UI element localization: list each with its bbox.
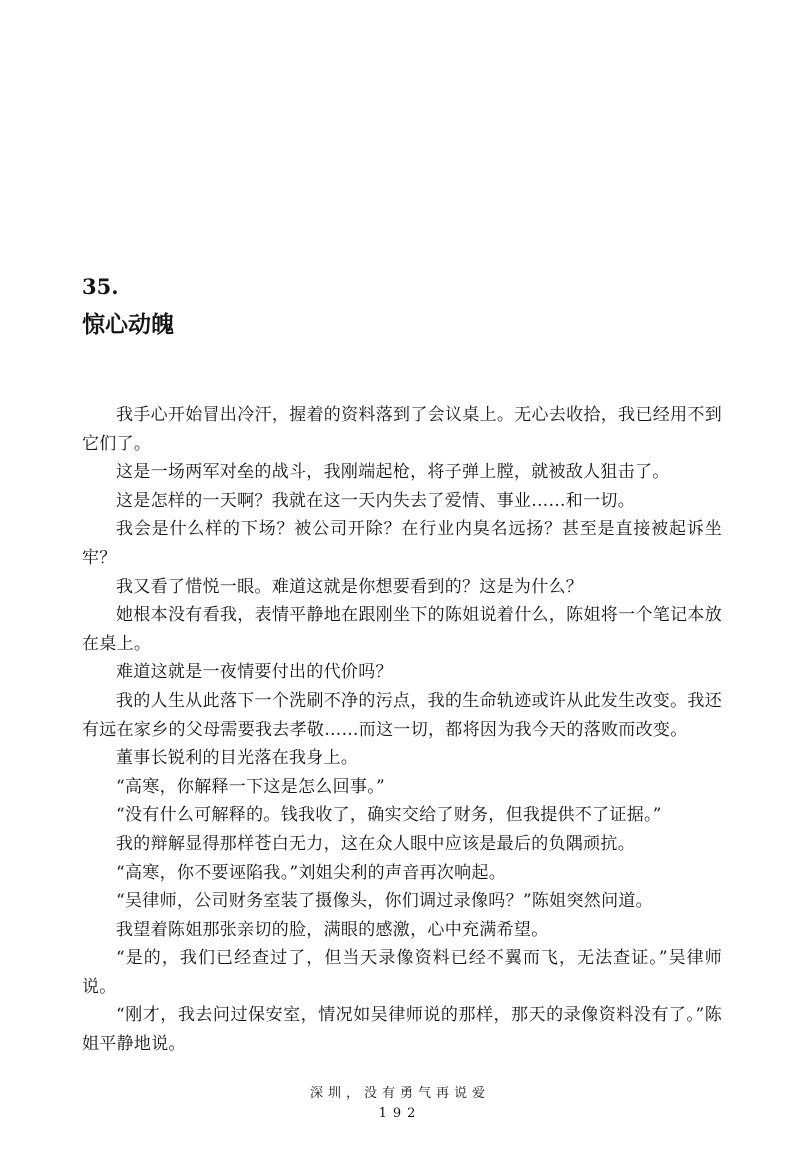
paragraph: 我手心开始冒出冷汗，握着的资料落到了会议桌上。无心去收拾，我已经用不到它们了。 [82, 405, 722, 454]
paragraph: 董事长锐利的目光落在我身上。 [116, 748, 359, 769]
paragraph: “没有什么可解释的。钱我收了，确实交给了财务，但我提供不了证据。” [116, 805, 662, 826]
paragraph: 难道这就是一夜情要付出的代价吗？ [116, 662, 393, 683]
paragraph: 我的辩解显得那样苍白无力，这在众人眼中应该是最后的负隅顽抗。 [116, 833, 635, 854]
paragraph: 这是一场两军对垒的战斗，我刚端起枪，将子弹上膛，就被敌人狙击了。 [116, 462, 670, 483]
paragraph: “刚才，我去问过保安室，情况如吴律师说的那样，那天的录像资料没有了。”陈姐平静地说。 [82, 1005, 722, 1055]
page-number: 192 [378, 1106, 422, 1121]
paragraph: 我的人生从此落下一个洗刷不净的污点，我的生命轨迹或许从此发生改变。我还有远在家乡的父母需要我去孝敬……而这一切，都将因为我今天的落败而改变。 [82, 690, 722, 740]
paragraph: “吴律师，公司财务室装了摄像头，你们调过录像吗？”陈姐突然问道。 [116, 891, 653, 912]
paragraph: 她根本没有看我，表情平静地在跟刚坐下的陈姐说着什么，陈姐将一个笔记本放在桌上。 [82, 605, 722, 654]
chapter-title: 惊心动魄 [82, 311, 174, 338]
paragraph: 这是怎样的一天啊？我就在这一天内失去了爱情、事业……和一切。 [116, 490, 635, 511]
paragraph: 我又看了惜悦一眼。难道这就是你想要看到的？这是为什么？ [116, 576, 584, 597]
paragraph: “高寒，你解释一下这是怎么回事。” [116, 776, 385, 797]
footer-book-title: 深圳，没有勇气再说爱 [309, 1086, 490, 1101]
body-text [82, 401, 722, 1059]
paragraph: “高寒，你不要诬陷我。”刘姐尖利的声音再次响起。 [116, 862, 507, 883]
paragraph: “是的，我们已经查过了，但当天录像资料已经不翼而飞，无法查证。”吴律师说。 [82, 948, 722, 997]
paragraph: 我望着陈姐那张亲切的脸，满眼的感激，心中充满希望。 [116, 919, 549, 940]
paragraph: 我会是什么样的下场？被公司开除？在行业内臭名远扬？甚至是直接被起诉坐牢？ [82, 519, 722, 568]
chapter-number: 35. [82, 274, 119, 299]
